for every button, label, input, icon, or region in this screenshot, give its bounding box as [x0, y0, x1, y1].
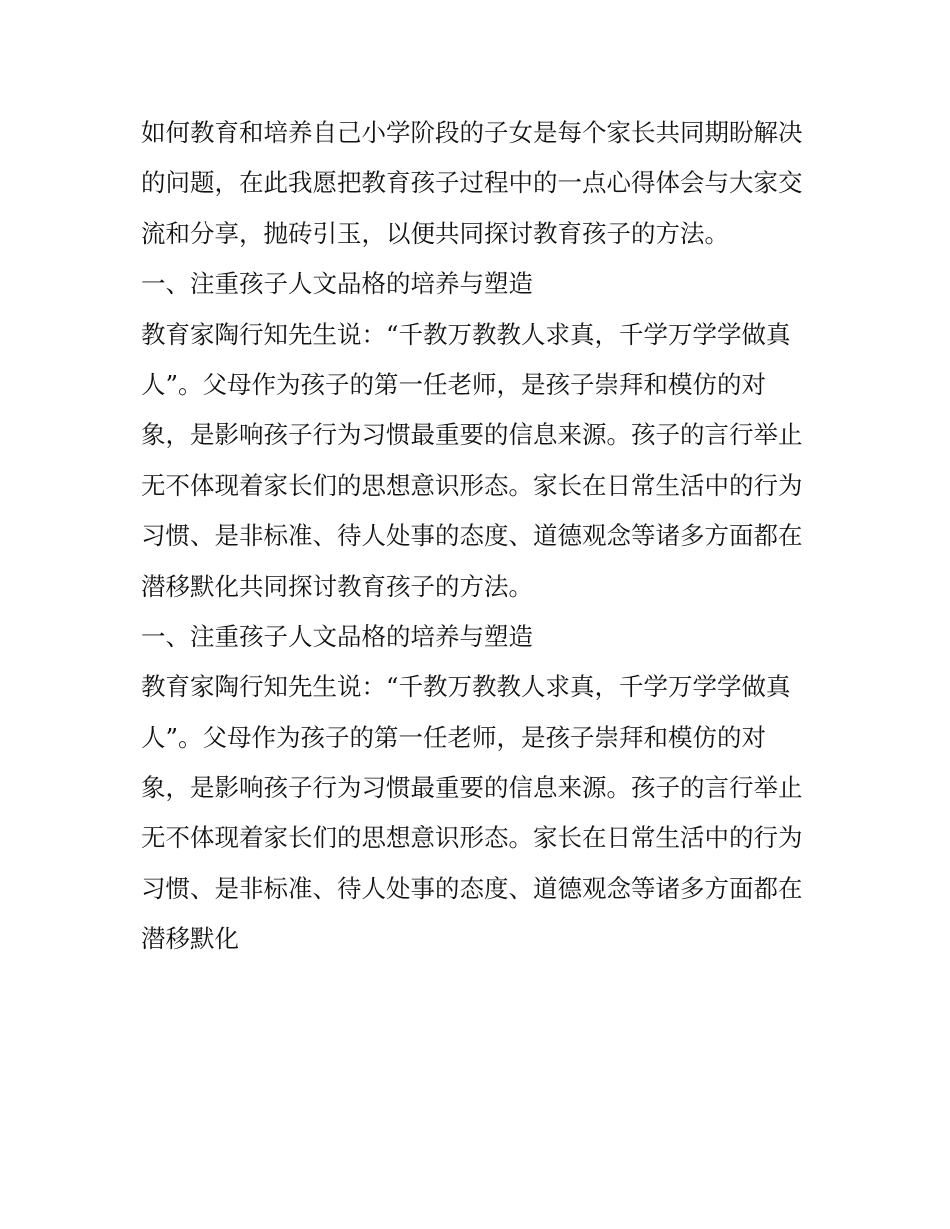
- text-line-2: 的问题，在此我愿把教育孩子过程中的一点心得体会与大家交: [141, 168, 803, 198]
- text-line-14: 象，是影响孩子行为习惯最重要的信息来源。孩子的言行举止: [141, 773, 803, 803]
- text-line-12: 教育家陶行知先生说：“千教万教教人求真，千学万学学做真: [141, 672, 791, 702]
- document-body: [141, 108, 821, 965]
- text-line-5: 教育家陶行知先生说：“千教万教教人求真，千学万学学做真: [141, 319, 791, 349]
- text-line-6: 人”。父母作为孩子的第一任老师，是孩子崇拜和模仿的对: [141, 369, 767, 399]
- text-line-7: 象，是影响孩子行为习惯最重要的信息来源。孩子的言行举止: [141, 420, 803, 450]
- section-heading-2: 一、注重孩子人文品格的培养与塑造: [141, 621, 533, 651]
- text-line-16: 习惯、是非标准、待人处事的态度、道德观念等诸多方面都在: [141, 873, 803, 903]
- text-line-9: 习惯、是非标准、待人处事的态度、道德观念等诸多方面都在: [141, 521, 803, 551]
- text-line-15: 无不体现着家长们的思想意识形态。家长在日常生活中的行为: [141, 823, 803, 853]
- text-line-10: 潜移默化共同探讨教育孩子的方法。: [141, 571, 533, 601]
- text-line-13: 人”。父母作为孩子的第一任老师，是孩子崇拜和模仿的对: [141, 722, 767, 752]
- text-line-3: 流和分享，抛砖引玉，以便共同探讨教育孩子的方法。: [141, 218, 729, 248]
- text-line-1: 如何教育和培养自己小学阶段的子女是每个家长共同期盼解决: [141, 118, 803, 147]
- text-line-8: 无不体现着家长们的思想意识形态。家长在日常生活中的行为: [141, 470, 803, 500]
- text-line-17: 潜移默化: [141, 924, 239, 954]
- section-heading-1: 一、注重孩子人文品格的培养与塑造: [141, 269, 533, 299]
